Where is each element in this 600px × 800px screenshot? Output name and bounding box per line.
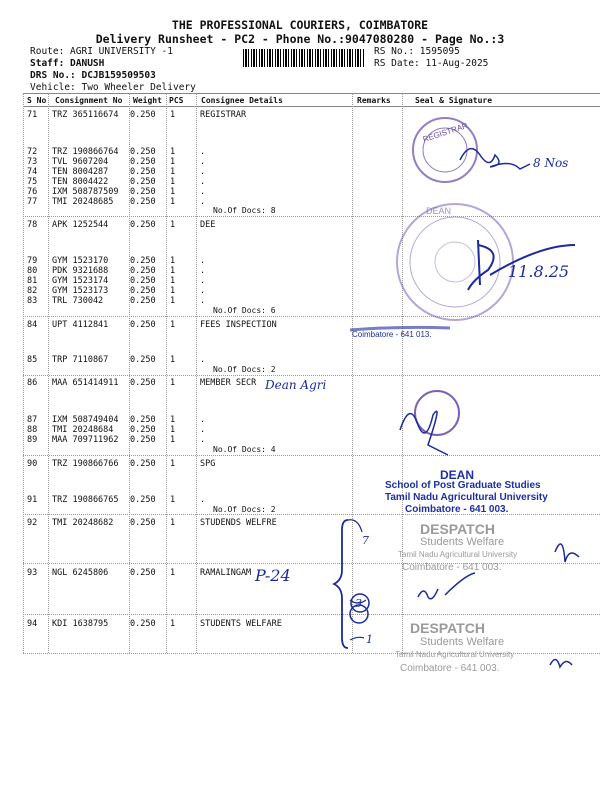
row-sno: 87 [27, 415, 38, 425]
signature-bottom [550, 659, 572, 667]
row-weight: 0.250 [130, 167, 156, 177]
row-sno: 74 [27, 167, 38, 177]
dean-top-stamp-text: DEAN [426, 206, 452, 216]
row-pcs: 1 [170, 518, 176, 528]
handwritten-remark-86: Dean Agri [265, 378, 327, 392]
handwritten-count-71: 8 Nos [533, 156, 569, 170]
row-sno: 76 [27, 187, 38, 197]
row-weight: 0.250 [130, 518, 156, 528]
drs-label: DRS No.: DCJB159509503 [30, 70, 156, 81]
row-sno: 71 [27, 110, 38, 120]
handwritten-date-78: 11.8.25 [508, 262, 570, 281]
runsheet-subtitle: Delivery Runsheet - PC2 - Phone No.:9047080280 - Page No.:3 [95, 32, 505, 46]
row-consignee: STUDENDS WELFRE [200, 518, 277, 528]
dean-stamp-line3: Coimbatore - 641 003. [405, 504, 509, 515]
row-pcs: 1 [170, 355, 176, 365]
row-pcs: 1 [170, 187, 176, 197]
row-consignee: . [200, 197, 206, 207]
row-sno: 73 [27, 157, 38, 167]
row-consignment: TVL 9607204 [52, 157, 109, 167]
row-consignment: TRZ 190866766 [52, 459, 119, 469]
dean-seal [397, 204, 513, 320]
row-pcs: 1 [170, 220, 176, 230]
row-pcs: 1 [170, 167, 176, 177]
row-sno: 88 [27, 425, 38, 435]
group-doc-count: No.Of Docs: 2 [213, 365, 276, 374]
row-weight: 0.250 [130, 266, 156, 276]
rs-date: RS Date: 11-Aug-2025 [374, 58, 489, 69]
col-seal-signature: Seal & Signature [415, 96, 493, 105]
bracket-count-bottom: 1 [366, 633, 373, 646]
registrar-stamp-text: REGISTRAR [421, 121, 469, 144]
row-pcs: 1 [170, 296, 176, 306]
row-consignee: RAMALINGAM [200, 568, 252, 578]
row-weight: 0.250 [130, 157, 156, 167]
row-consignee: . [200, 276, 206, 286]
vehicle-label: Vehicle: Two Wheeler Delivery [30, 82, 196, 93]
row-consignee: . [200, 286, 206, 296]
row-consignee: SPG [200, 459, 216, 469]
row-pcs: 1 [170, 147, 176, 157]
row-sno: 81 [27, 276, 38, 286]
row-consignment: TMI 20248685 [52, 197, 114, 207]
company-title: THE PROFESSIONAL COURIERS, COIMBATORE [171, 18, 429, 32]
row-weight: 0.250 [130, 177, 156, 187]
row-pcs: 1 [170, 286, 176, 296]
row-pcs: 1 [170, 197, 176, 207]
despatch-stamp-1-city: Coimbatore - 641 003. [402, 562, 502, 573]
row-consignment: TEN 8004287 [52, 167, 109, 177]
row-pcs: 1 [170, 459, 176, 469]
row-consignment: PDK 9321688 [52, 266, 109, 276]
row-sno: 82 [27, 286, 38, 296]
row-consignee: FEES INSPECTION [200, 320, 277, 330]
col-pcs: PCS [169, 96, 184, 105]
row-consignee: DEE [200, 220, 216, 230]
row-consignment: TRP 7110867 [52, 355, 109, 365]
bracket [334, 520, 348, 648]
row-consignee: . [200, 167, 206, 177]
row-weight: 0.250 [130, 110, 156, 120]
row-consignee: MEMBER SECR [200, 378, 257, 388]
row-consignee: . [200, 177, 206, 187]
row-consignee: . [200, 495, 206, 505]
row-weight: 0.250 [130, 425, 156, 435]
col-consignment: Consignment No [55, 96, 123, 105]
row-consignment: IXM 508787509 [52, 187, 119, 197]
row-weight: 0.250 [130, 355, 156, 365]
row-sno: 79 [27, 256, 38, 266]
group-doc-count: No.Of Docs: 2 [213, 505, 276, 514]
row-consignment: TMI 20248684 [52, 425, 114, 435]
row-consignment: TRZ 190866764 [52, 147, 119, 157]
row-sno: 92 [27, 518, 38, 528]
row-consignment: KDI 1638795 [52, 619, 109, 629]
row-consignee: . [200, 256, 206, 266]
row-sno: 94 [27, 619, 38, 629]
row-weight: 0.250 [130, 459, 156, 469]
row-pcs: 1 [170, 619, 176, 629]
bracket-count-top: 7 [362, 534, 369, 547]
row-consignment: TMI 20248682 [52, 518, 114, 528]
row-pcs: 1 [170, 256, 176, 266]
row-pcs: 1 [170, 110, 176, 120]
row-weight: 0.250 [130, 435, 156, 445]
despatch-stamp-2-city: Coimbatore - 641 003. [400, 663, 500, 674]
col-weight: Weight [133, 96, 162, 105]
row-pcs: 1 [170, 568, 176, 578]
row-consignee: . [200, 415, 206, 425]
row-weight: 0.250 [130, 286, 156, 296]
row-consignee: STUDENTS WELFARE [200, 619, 282, 629]
row-consignment: TRZ 190866765 [52, 495, 119, 505]
group-doc-count: No.Of Docs: 8 [213, 206, 276, 215]
row-weight: 0.250 [130, 147, 156, 157]
row-sno: 93 [27, 568, 38, 578]
row-pcs: 1 [170, 415, 176, 425]
signature-welfare [555, 544, 579, 562]
bracket-count-mid: 3 [355, 597, 362, 610]
row-weight: 0.250 [130, 187, 156, 197]
row-pcs: 1 [170, 425, 176, 435]
row-weight: 0.250 [130, 296, 156, 306]
row-consignment: MAA 709711962 [52, 435, 119, 445]
group-doc-count: No.Of Docs: 4 [213, 445, 276, 454]
cbe-641013-stamp: Coimbatore - 641 013. [352, 330, 432, 339]
row-sno: 90 [27, 459, 38, 469]
row-consignment: TRL 730042 [52, 296, 104, 306]
row-consignee: . [200, 355, 206, 365]
group-doc-count: No.Of Docs: 6 [213, 306, 276, 315]
row-sno: 85 [27, 355, 38, 365]
barcode [243, 49, 365, 67]
row-consignment: MAA 651414911 [52, 378, 119, 388]
row-consignee: . [200, 147, 206, 157]
row-sno: 89 [27, 435, 38, 445]
despatch-stamp-1-title: DESPATCH [420, 521, 495, 537]
row-consignee: . [200, 157, 206, 167]
row-consignee: . [200, 425, 206, 435]
row-weight: 0.250 [130, 568, 156, 578]
row-consignment: APK 1252544 [52, 220, 109, 230]
row-weight: 0.250 [130, 320, 156, 330]
row-pcs: 1 [170, 276, 176, 286]
spg-seal [415, 391, 459, 435]
row-pcs: 1 [170, 266, 176, 276]
signature-member-secr [400, 411, 448, 455]
row-consignment: TRZ 365116674 [52, 110, 119, 120]
signature-registrar [460, 149, 530, 169]
rs-number: RS No.: 1595095 [374, 46, 460, 57]
row-consignment: UPT 4112841 [52, 320, 109, 330]
row-pcs: 1 [170, 378, 176, 388]
row-pcs: 1 [170, 435, 176, 445]
signature-ramalingam [418, 573, 475, 599]
despatch-stamp-1-univ: Tamil Nadu Agricultural University [398, 550, 518, 559]
row-consignment: GYM 1523174 [52, 276, 109, 286]
row-consignment: TEN 8004422 [52, 177, 109, 187]
row-sno: 84 [27, 320, 38, 330]
row-sno: 78 [27, 220, 38, 230]
row-sno: 75 [27, 177, 38, 187]
row-consignee: . [200, 296, 206, 306]
despatch-stamp-2-univ: Tamil Nadu Agricultural University [395, 650, 515, 659]
row-pcs: 1 [170, 495, 176, 505]
row-weight: 0.250 [130, 220, 156, 230]
handwritten-remark-93: P-24 [255, 566, 291, 585]
row-consignment: NGL 6245806 [52, 568, 109, 578]
col-remarks: Remarks [357, 96, 391, 105]
dean-stamp-line2: Tamil Nadu Agricultural University [385, 492, 548, 503]
row-weight: 0.250 [130, 378, 156, 388]
row-consignment: GYM 1523170 [52, 256, 109, 266]
col-sno: S No [27, 96, 47, 105]
route-label: Route: AGRI UNIVERSITY -1 [30, 46, 173, 57]
row-consignee: REGISTRAR [200, 110, 247, 120]
row-weight: 0.250 [130, 197, 156, 207]
row-sno: 72 [27, 147, 38, 157]
row-pcs: 1 [170, 157, 176, 167]
dean-stamp-line1: School of Post Graduate Studies [385, 480, 541, 491]
row-weight: 0.250 [130, 495, 156, 505]
row-consignee: . [200, 187, 206, 197]
despatch-stamp-2-dept: Students Welfare [420, 636, 505, 648]
row-sno: 77 [27, 197, 38, 207]
row-sno: 91 [27, 495, 38, 505]
col-consignee: Consignee Details [201, 96, 283, 105]
row-sno: 83 [27, 296, 38, 306]
row-weight: 0.250 [130, 619, 156, 629]
dean-stamp-title: DEAN [440, 468, 475, 482]
row-consignment: GYM 1523173 [52, 286, 109, 296]
row-pcs: 1 [170, 177, 176, 187]
row-pcs: 1 [170, 320, 176, 330]
row-consignee: . [200, 435, 206, 445]
despatch-stamp-1-dept: Students Welfare [420, 536, 505, 548]
row-weight: 0.250 [130, 415, 156, 425]
row-sno: 86 [27, 378, 38, 388]
staff-label: Staff: DANUSH [30, 58, 105, 69]
despatch-stamp-2-title: DESPATCH [410, 620, 485, 636]
row-consignee: . [200, 266, 206, 276]
row-consignment: IXM 508749404 [52, 415, 119, 425]
row-weight: 0.250 [130, 256, 156, 266]
row-sno: 80 [27, 266, 38, 276]
row-weight: 0.250 [130, 276, 156, 286]
